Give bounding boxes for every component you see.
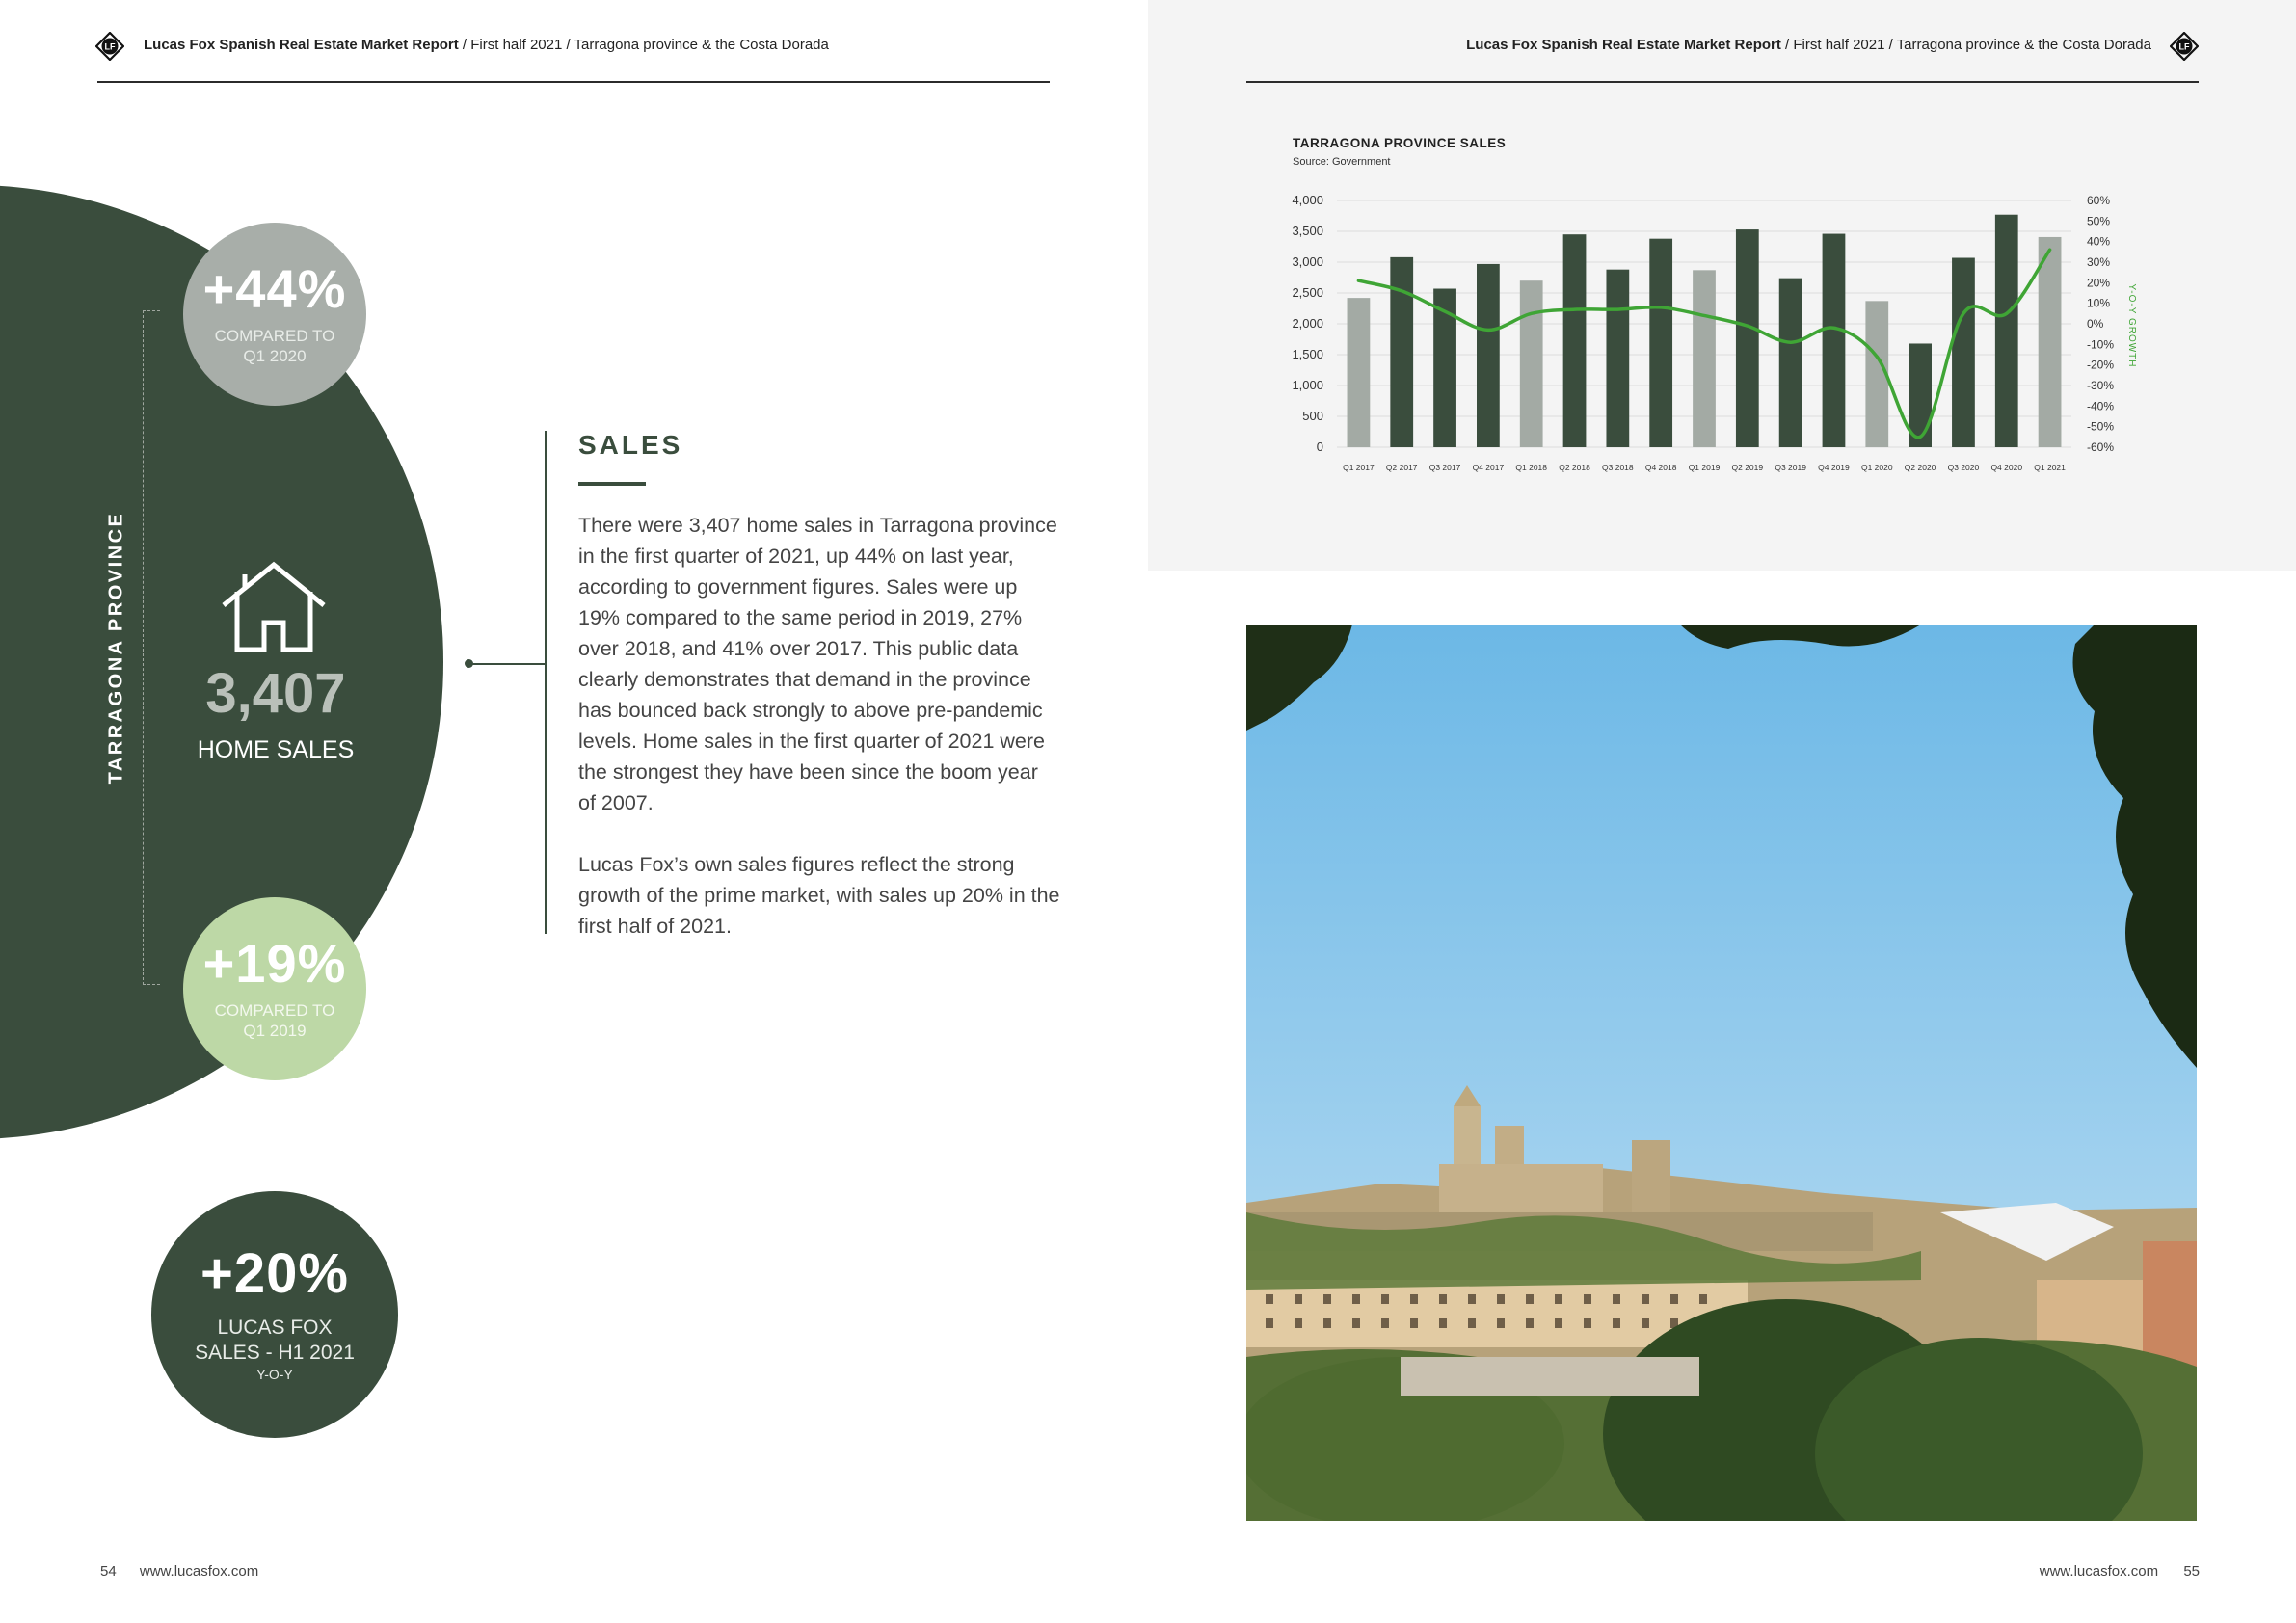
city-landscape-image [1246, 625, 2197, 1521]
y-tick-label: 1,500 [1292, 347, 1323, 361]
y-tick-label: 1,000 [1292, 378, 1323, 392]
x-tick-label: Q4 2019 [1818, 463, 1850, 472]
page-number-left: 54 [100, 1563, 117, 1580]
paragraph-1: There were 3,407 home sales in Tarragona province in the first quarter of 2021, up 44% on last year, according to government figures. Sales were up 19% compared to the same period in 2019, 27% over 2018, and 41% over 2017. This public data clearly demonstrates that demand in the province has bounced back strongly to above pre-pandemic levels. Home sales in the first quarter of 2021 were the strongest they have been since the boom year of 2007. [578, 514, 1057, 814]
stat-caption-line1: COMPARED TO [214, 326, 335, 345]
header-rule-left [97, 81, 1050, 83]
y-tick-label: 2,000 [1292, 316, 1323, 331]
bar-q4-2017 [1477, 264, 1500, 447]
stat-caption-line2: Q1 2020 [243, 347, 307, 365]
chart-subtitle: Source: Government [1293, 156, 1391, 168]
x-tick-label: Q1 2020 [1860, 463, 1893, 472]
y-tick-label: 500 [1302, 409, 1323, 423]
x-tick-label: Q1 2021 [2034, 463, 2066, 472]
x-tick-label: Q3 2017 [1428, 463, 1461, 472]
y2-tick-label: 10% [2087, 296, 2111, 310]
bar-q4-2018 [1649, 239, 1672, 447]
y-tick-label: 2,500 [1292, 285, 1323, 300]
y2-tick-label: 40% [2087, 234, 2111, 249]
stat-caption-line3: Y-O-Y [256, 1366, 293, 1382]
y2-tick-label: 0% [2087, 317, 2104, 331]
y2-tick-label: 30% [2087, 255, 2111, 269]
logo-text: LF [2178, 41, 2190, 52]
stat-circle-q1-2020 [183, 223, 366, 406]
bar-q3-2019 [1779, 279, 1802, 447]
house-icon [216, 559, 332, 655]
stat-value: +20% [200, 1242, 349, 1305]
home-sales-label: HOME SALES [197, 736, 355, 763]
y-tick-label: 4,000 [1292, 193, 1323, 207]
stat-caption-line1: LUCAS FOX [217, 1317, 333, 1339]
bar-q3-2020 [1952, 258, 1975, 447]
stat-caption [195, 1316, 355, 1383]
x-tick-label: Q2 2019 [1731, 463, 1764, 472]
y2-tick-label: -60% [2087, 440, 2115, 454]
bar-q2-2018 [1563, 234, 1587, 447]
vertical-label: TARRAGONA PROVINCE [105, 511, 127, 785]
x-tick-label: Q2 2018 [1559, 463, 1590, 472]
footer-url-left[interactable]: www.lucasfox.com [139, 1563, 259, 1580]
x-tick-label: Q4 2018 [1644, 463, 1677, 472]
y2-tick-label: -50% [2087, 419, 2115, 434]
stat-value: +44% [202, 257, 347, 319]
text-side-bar [545, 431, 547, 934]
sales-chart [1148, 0, 2296, 571]
bar-q4-2020 [1995, 215, 2018, 447]
footer-left [100, 1563, 258, 1580]
bar-q2-2019 [1736, 229, 1759, 447]
x-tick-label: Q3 2019 [1775, 463, 1806, 472]
stat-circle-q1-2019 [183, 897, 366, 1080]
section-title-underline [578, 482, 646, 486]
x-tick-label: Q1 2019 [1688, 463, 1721, 472]
tarragona-photo [1246, 625, 2197, 1521]
stat-circle-lucas-fox [151, 1191, 398, 1438]
home-sales-value: 3,407 [205, 662, 346, 725]
y2-tick-label: -40% [2087, 399, 2115, 413]
bar-q3-2018 [1606, 270, 1629, 447]
logo-text: LF [104, 41, 116, 52]
stat-caption [215, 326, 335, 367]
y2-tick-label: -30% [2087, 379, 2115, 392]
y2-tick-label: -10% [2087, 337, 2115, 352]
x-tick-label: Q2 2020 [1904, 463, 1936, 472]
header-report-title: Lucas Fox Spanish Real Estate Market Report [1466, 37, 1781, 53]
y-tick-label: 3,500 [1292, 224, 1323, 238]
stat-caption [215, 1000, 335, 1042]
stat-caption-line1: COMPARED TO [214, 1000, 335, 1020]
x-tick-label: Q4 2017 [1472, 463, 1505, 472]
bar-q1-2017 [1348, 298, 1371, 447]
bar-q1-2019 [1693, 270, 1716, 447]
y-tick-label: 3,000 [1292, 254, 1323, 269]
x-tick-label: Q1 2018 [1515, 463, 1548, 472]
footer-url-right[interactable]: www.lucasfox.com [2039, 1563, 2159, 1580]
stat-value: +19% [202, 932, 347, 994]
y2-tick-label: 60% [2087, 194, 2111, 207]
chart-title: TARRAGONA PROVINCE SALES [1293, 136, 1507, 150]
header-subtitle: / First half 2021 / Tarragona province & the Costa Dorada [1780, 37, 2151, 53]
footer-right [2040, 1563, 2200, 1580]
y2-axis-label: Y-O-Y GROWTH [2126, 283, 2137, 368]
stat-caption-line2: Q1 2019 [243, 1022, 307, 1040]
y2-tick-label: -20% [2087, 358, 2115, 372]
bar-q1-2021 [2039, 237, 2062, 447]
paragraph-2: Lucas Fox’s own sales figures reflect the strong growth of the prime market, with sales up 20% in the first half of 2021. [578, 853, 1060, 938]
dashed-bracket [143, 310, 160, 985]
section-title: SALES [578, 430, 683, 460]
x-tick-label: Q2 2017 [1385, 463, 1418, 472]
x-tick-label: Q1 2017 [1343, 463, 1375, 472]
x-tick-label: Q4 2020 [1990, 463, 2023, 472]
x-tick-label: Q3 2018 [1602, 463, 1634, 472]
bar-q1-2018 [1520, 280, 1543, 447]
page-number-right: 55 [2183, 1563, 2200, 1580]
stat-caption-line2: SALES - H1 2021 [195, 1342, 355, 1365]
header-subtitle: / First half 2021 / Tarragona province & the Costa Dorada [458, 37, 829, 53]
lucas-fox-logo [95, 32, 124, 61]
y2-tick-label: 20% [2087, 276, 2111, 290]
connector-line [472, 663, 546, 665]
header-left [144, 37, 829, 53]
bar-q4-2019 [1823, 234, 1846, 447]
y2-tick-label: 50% [2087, 214, 2111, 228]
x-tick-label: Q3 2020 [1947, 463, 1980, 472]
y-tick-label: 0 [1316, 439, 1323, 454]
header-report-title: Lucas Fox Spanish Real Estate Market Report [144, 37, 459, 53]
bar-q2-2017 [1390, 257, 1413, 447]
